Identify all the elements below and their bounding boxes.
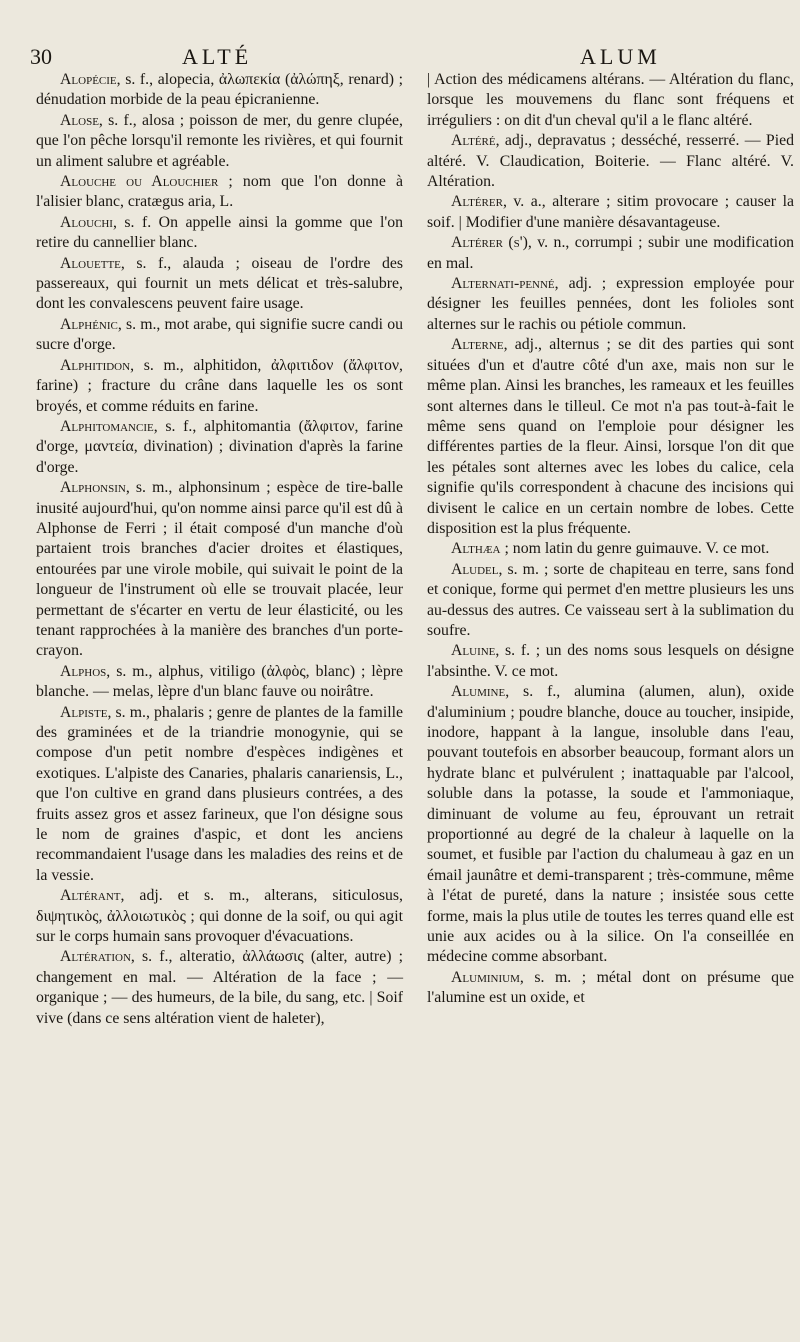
- dictionary-entry: [427, 233, 794, 274]
- dictionary-entry: [36, 213, 403, 254]
- entry-definition: , s. f., alosa ; poisson de mer, du genre clupée, que l'on pêche lorsqu'il remonte les rivières, et qui fournit un aliment salubre et agréable.: [36, 111, 403, 170]
- dictionary-entry: [36, 417, 403, 478]
- entry-headword: Alouchi: [60, 213, 113, 231]
- right-column: [427, 70, 794, 1342]
- entry-headword: Alphonsin: [60, 479, 126, 497]
- dictionary-entry: [36, 947, 403, 1029]
- dictionary-entry: [427, 131, 794, 192]
- entry-definition: , adj., depravatus ; desséché, resserré. — Pied altéré. V. Claudication, Boiterie. — Flanc altéré. V. Altération.: [427, 132, 794, 191]
- dictionary-entry: [427, 335, 794, 539]
- entry-headword: Alphitomancie: [60, 417, 154, 435]
- dictionary-entry: [36, 356, 403, 417]
- dictionary-entry: [36, 254, 403, 315]
- page-number: 30: [30, 44, 52, 69]
- dictionary-entry: [427, 641, 794, 682]
- entry-headword: Alumine: [451, 683, 506, 701]
- entry-headword: Altérer: [451, 193, 503, 211]
- entry-headword: Alpiste: [60, 703, 108, 721]
- entry-headword: Aluine: [451, 642, 496, 660]
- entry-headword: Altéré: [451, 132, 496, 150]
- entry-headword: Alphitidon: [60, 356, 131, 374]
- entry-definition: , s. m., alphitidon, ἀλφιτιδον (ἄλφιτον, farine) ; fracture du crâne dans laquelle les os sont broyés, et comme réduits en farine.: [36, 356, 403, 415]
- entry-definition: , s. f. ; un des noms sous lesquels on désigne l'absinthe. V. ce mot.: [427, 642, 794, 680]
- dictionary-entry: [36, 703, 403, 887]
- left-running-head: ALTÉ: [182, 44, 253, 69]
- entry-headword: Altération: [60, 948, 131, 966]
- entry-definition: ; nom que l'on donne à l'alisier blanc, cratægus aria, L.: [36, 173, 403, 211]
- dictionary-entry: [36, 662, 403, 703]
- entry-headword: Altérant: [60, 887, 121, 905]
- dictionary-entry: [427, 682, 794, 968]
- entry-headword: Alouette: [60, 254, 121, 272]
- entry-headword: Alopécie: [60, 71, 117, 88]
- dictionary-entry: [36, 111, 403, 172]
- entry-definition: , s. f. On appelle ainsi la gomme que l'on retire du cannellier blanc.: [36, 213, 403, 252]
- dictionary-entry: [427, 968, 794, 1009]
- entry-definition: , v. n., corrumpi ; subir une modification en mal.: [427, 234, 794, 272]
- dictionary-entry: [36, 172, 403, 213]
- entry-definition: | Action des médicamens altérans. — Altération du flanc, lorsque les mouvemens du flanc sont fréquens et irréguliers : on dit d'un cheval qu'il a le flanc altéré.: [427, 71, 794, 129]
- entry-definition: , s. m. ; sorte de chapiteau en terre, sans fond et conique, forme qui permet d'en mettre plusieurs les uns au-dessus des autres. Ce vaisseau sert à la sublimation du soufre.: [427, 560, 794, 639]
- entry-definition: , s. m., alphonsinum ; espèce de tire-balle inusité aujourd'hui, qu'on nomme ainsi parce qu'il est dû à Alphonse de Ferri ; il était composé d'un manche d'où partaient trois branches d'acier droites et élastiques, entourées par une virole mobile, qui suivait le point de la longueur de l'instrument où elle se trouvait placée, leur permettant de s'écarter en vertu de leur élasticité, ou les tenant rapprochées à la manière des branches d'un porte-crayon.: [36, 479, 403, 660]
- entry-headword: Alphos: [60, 662, 107, 680]
- entry-definition: , s. f., alumina (alumen, alun), oxide d'aluminium ; poudre blanche, douce au toucher, insipide, inodore, happant à la langue, insoluble dans l'eau, pouvant toutefois en absorber beaucoup, formant alors un hydrate blanc et pulvérulent ; inattaquable par l'alcool, soluble dans la potasse, la soude et l'ammoniaque, diminuant de volume au feu, éprouvant un retrait proportionné au degré de la chaleur à laquelle on la soumet, et fusible par l'action du chalumeau à gaz en un émail jaunâtre et demi-transparent ; très-commune, même à l'état de pureté, dans la nature ; insistée sous cette forme, mais la plus utile de toutes les terres quand elle est unie aux acides ou à la silice. On l'a conseillée en médecine comme absorbant.: [427, 683, 794, 966]
- entry-headword: Altérer (s'): [451, 234, 528, 252]
- entry-definition: , s. f., alphitomantia (ἄλφιτον, farine d'orge, μαντεία, divination) ; divination d'après la farine d'orge.: [36, 417, 403, 476]
- dictionary-entry: [427, 70, 794, 131]
- entry-definition: , s. f., alauda ; oiseau de l'ordre des passereaux, qui fournit un mets délicat et très-salubre, dont les convalescens peuvent faire usage.: [36, 254, 403, 313]
- entry-definition: , adj. ; expression employée pour désigner les feuilles pennées, dont les folioles sont alternes sur le rachis ou pétiole commun.: [427, 275, 794, 333]
- dictionary-entry: [427, 274, 794, 335]
- entry-definition: , adj., alternus ; se dit des parties qui sont situées d'un et d'autre côté d'un axe, mais non sur le même plan. Ainsi les branches, les rameaux et les feuilles sont alternes dans le tilleul. Ce mot n'a pas tout-à-fait le même sens quand on l'emploie pour désigner les différentes parties de la fleur. Ainsi, lorsque l'on dit que les pétales sont alternes avec les lobes du calice, cela signifie qu'ils correspondent à chacune des incisions qui divisent le calice en un certain nombre de lobes. Cette disposition est la plus fréquente.: [427, 336, 794, 537]
- entry-definition: , s. m., alphus, vitiligo (ἀλφὸς, blanc) ; lèpre blanche. — melas, lèpre d'un blanc fauve ou noirâtre.: [36, 662, 403, 701]
- entry-definition: , s. m., mot arabe, qui signifie sucre candi ou sucre d'orge.: [36, 315, 403, 354]
- entry-headword: Aludel: [451, 560, 499, 578]
- entry-headword: Alterne: [451, 336, 504, 354]
- entry-headword: Alose: [60, 111, 99, 129]
- dictionary-entry: [427, 192, 794, 233]
- dictionary-entry: [36, 478, 403, 662]
- entry-definition: , s. f., alteratio, ἀλλάωσις (alter, autre) ; changement en mal. — Altération de la face ; — organique ; — des humeurs, de la bile, du sang, etc. | Soif vive (dans ce sens altération vient de haleter),: [36, 948, 403, 1027]
- page-header: [0, 44, 800, 70]
- dictionary-entry: [427, 539, 794, 559]
- right-running-head: ALUM: [580, 44, 661, 69]
- left-column: [36, 70, 403, 1342]
- dictionary-entry: [36, 315, 403, 356]
- dictionary-entry: [427, 560, 794, 642]
- dictionary-entry: [36, 886, 403, 947]
- entry-definition: , s. m., phalaris ; genre de plantes de la famille des graminées et de la triandrie monogynie, qui se compose d'un petit nombre d'espèces indigènes et exotiques. L'alpiste des Canaries, phalaris canariensis, L., que l'on cultive en grand dans plusieurs contrées, a des fruits assez gros et assez farineux, que l'on désigne sous le nom de graines d'aspic, et dont les anciens recommandaient l'usage dans les maladies des reins et de la vessie.: [36, 703, 403, 884]
- entry-headword: Althæa: [451, 540, 501, 558]
- entry-definition: , s. f., alopecia, ἀλωπεκία (ἀλώπηξ, renard) ; dénudation morbide de la peau épicranienne.: [36, 71, 403, 109]
- entry-definition: ; nom latin du genre guimauve. V. ce mot.: [500, 540, 770, 558]
- entry-headword: Alouche ou Alouchier: [60, 173, 219, 191]
- entry-headword: Aluminium: [451, 968, 520, 986]
- text-columns: [36, 70, 794, 1342]
- dictionary-entry: [36, 70, 403, 111]
- entry-definition: , s. m. ; métal dont on présume que l'alumine est un oxide, et: [427, 968, 794, 1007]
- entry-headword: Alphénic: [60, 315, 118, 333]
- entry-definition: , adj. et s. m., alterans, siticulosus, διψητικὸς, ἀλλοιωτικὸς ; qui donne de la soif, ou qui agit sur le corps humain sans provoquer d'évacuations.: [36, 887, 403, 946]
- entry-definition: , v. a., alterare ; sitim provocare ; causer la soif. | Modifier d'une manière désavantageuse.: [427, 193, 794, 231]
- entry-headword: Alternati-penné: [451, 275, 555, 293]
